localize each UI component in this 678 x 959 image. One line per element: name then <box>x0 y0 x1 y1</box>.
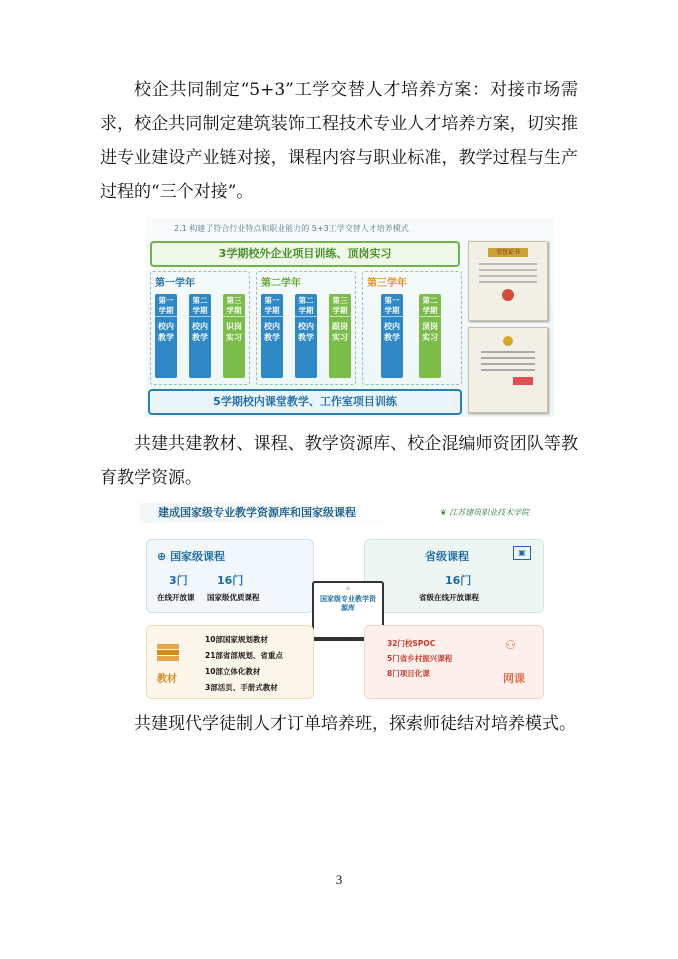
semester-cell: 第二学期 顶岗实习 <box>419 294 441 378</box>
list-item: 10部立体化教材 <box>205 667 261 676</box>
paragraph-3: 共建现代学徒制人才订单培养班，探索师徒结对培养模式。 <box>134 714 576 734</box>
leaf-icon: ✧ <box>345 585 351 593</box>
semester-cell: 第二学期 校内教学 <box>295 294 317 378</box>
semester-cell: 第三学期 识岗实习 <box>223 294 245 378</box>
count-label: 国家级优质课程 <box>207 593 260 602</box>
national-label: 国家级课程 <box>170 550 226 563</box>
list-item: 8门项目化课 <box>387 669 430 678</box>
top-bar: 3学期校外企业项目训练、顶岗实习 <box>150 241 460 267</box>
paragraph-2: 共建共建教材、课程、教学资源库、校企混编师资团队等教育教学资源。 <box>100 434 578 488</box>
semester-cell: 第二学期 校内教学 <box>189 294 211 378</box>
count: 3门 <box>169 574 188 587</box>
training-mode-figure <box>146 217 554 417</box>
year-title: 第一学年 <box>155 278 195 289</box>
certificate-image <box>468 327 548 413</box>
monitor-icon: ▣ <box>513 546 531 560</box>
textbooks-label: 教材 <box>157 674 177 685</box>
leaf-icon: ❦ <box>440 508 447 517</box>
online-course-list <box>387 636 452 681</box>
book-icon <box>157 644 179 662</box>
count: 16门 <box>217 574 244 587</box>
resource-library-label: 国家级专业教学资源库 <box>320 595 376 612</box>
count-label: 在线开放课 <box>157 593 195 602</box>
year-3-block <box>362 271 462 385</box>
textbook-list <box>205 632 283 696</box>
certificate-image <box>468 241 548 321</box>
list-item: 21部省部规划、省重点 <box>205 651 283 660</box>
page-number: 3 <box>335 872 343 887</box>
list-item: 32门校SPOC <box>387 639 436 648</box>
year-title: 第三学年 <box>367 278 407 289</box>
list-item: 3部活页、手册式教材 <box>205 683 278 692</box>
count-label: 省级在线开放课程 <box>419 593 479 602</box>
online-courses-box <box>364 625 544 699</box>
people-icon: ⚇ <box>505 638 516 652</box>
provincial-courses-box <box>364 539 544 613</box>
figure-title: 建成国家级专业教学资源库和国家级课程 <box>140 503 440 523</box>
year-1-block <box>150 271 250 385</box>
semester-cell: 第一学期 校内教学 <box>381 294 403 378</box>
year-title: 第二学年 <box>261 278 301 289</box>
semester-cell: 第一学期 校内教学 <box>155 294 177 378</box>
semester-cell: 第三学期 跟岗实习 <box>329 294 351 378</box>
paragraph-1: 校企共同制定“5+3”工学交替人才培养方案：对接市场需求，校企共同制定建筑装饰工程技术专业人才培养方案，切实推进专业建设产业链对接，课程内容与职业标准，教学过程与生产过程的“三个对接”。 <box>100 80 578 202</box>
count: 16门 <box>445 574 472 587</box>
list-item: 5门省乡村振兴课程 <box>387 654 453 663</box>
certificate-title: 荣誉证书 <box>488 248 528 257</box>
figure-caption: 2.1 构建了符合行业特点和职业能力的 5+3工学交替人才培养模式 <box>174 224 409 233</box>
year-2-block <box>256 271 356 385</box>
textbooks-box <box>146 625 314 699</box>
resource-library-figure <box>140 497 548 707</box>
online-label: 网课 <box>503 672 525 685</box>
bottom-bar: 5学期校内课堂教学、工作室项目训练 <box>148 389 462 415</box>
school-logo: ❦ 江苏建筑职业技术学院 <box>440 508 530 517</box>
list-item: 10部国家规划教材 <box>205 635 268 644</box>
national-courses-box <box>146 539 314 613</box>
semester-cell: 第一学期 校内教学 <box>261 294 283 378</box>
provincial-label: 省级课程 <box>425 550 469 563</box>
globe-icon: ⊕ <box>157 550 167 563</box>
